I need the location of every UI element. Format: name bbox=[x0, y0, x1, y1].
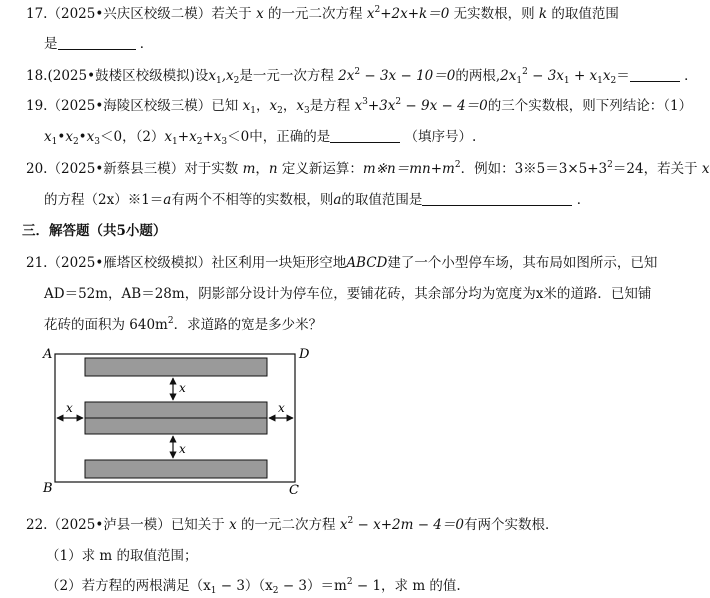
q19-eq-b: +3x bbox=[367, 98, 396, 114]
q21-source: （2025•雁塔区校级模拟） bbox=[47, 255, 212, 271]
q18-expr-b: − 3x bbox=[527, 68, 564, 84]
q19-l2-g: +x bbox=[202, 129, 222, 145]
q20-number: 20. bbox=[26, 161, 48, 177]
q21-abcd: ABCD bbox=[346, 255, 388, 271]
q17-number: 17. bbox=[26, 6, 48, 22]
q20-text-d: ＝24，若关于 bbox=[612, 161, 698, 177]
label-x-top: x bbox=[179, 381, 186, 395]
q17-text-d: 的取值范围 bbox=[551, 6, 619, 22]
q20-text-c: ．例如：3※5＝3×5+3 bbox=[460, 161, 608, 177]
q22-sub2-s2: 2 bbox=[272, 586, 279, 596]
q22-var-x: x bbox=[229, 517, 237, 533]
q19-l2-s1: 1 bbox=[51, 137, 58, 147]
q20-l2-b: 有两个不相等的实数根，则 bbox=[171, 192, 334, 208]
q21-line1 bbox=[26, 253, 657, 273]
q18-number: 18. bbox=[26, 68, 48, 84]
q22-text-b: 的一元二次方程 bbox=[241, 517, 336, 533]
q20-l2-var: a bbox=[163, 192, 172, 208]
q19-l2-f: +x bbox=[177, 129, 197, 145]
q18-answer-blank[interactable] bbox=[630, 67, 680, 82]
q19-l2-s2: 2 bbox=[72, 137, 79, 147]
q18-expr-sup1: 2 bbox=[522, 67, 528, 77]
label-B: B bbox=[43, 481, 53, 496]
q21-line2: AD＝52m，AB＝28m，阴影部分设计为停车位，要铺花砖，其余部分均为宽度为x米的道路．已知铺 bbox=[44, 286, 652, 302]
q21-line3 bbox=[44, 315, 322, 335]
q17-line2 bbox=[44, 34, 153, 54]
q19-text-a: 已知 bbox=[211, 98, 239, 114]
q20-line1 bbox=[26, 159, 710, 179]
q19-comma2: ， bbox=[282, 98, 297, 114]
q18-var-x2: ,x bbox=[221, 68, 234, 84]
q19-l2-s6: 3 bbox=[221, 137, 228, 147]
parking-lot-figure bbox=[40, 346, 320, 496]
q20-l2-var2: a bbox=[333, 192, 342, 208]
q19-x3: x bbox=[296, 98, 304, 114]
q19-line2 bbox=[44, 127, 476, 147]
q22-eq-a: x bbox=[339, 517, 348, 533]
q19-l2-b: •x bbox=[57, 129, 73, 145]
q19-sub3: 3 bbox=[303, 106, 310, 116]
q19-comma1: ， bbox=[255, 98, 270, 114]
q22-sub2 bbox=[46, 576, 461, 596]
q22-sub2-b: − 3）（x bbox=[216, 578, 273, 594]
q18-end: ． bbox=[684, 68, 698, 84]
q20-l2-c: 的取值范围是 bbox=[341, 192, 423, 208]
section-title: 三．解答题（共5小题） bbox=[22, 223, 167, 239]
q22-text-a: 已知关于 bbox=[170, 517, 225, 533]
q20-ex-sup: 2 bbox=[607, 160, 613, 170]
q18-expr-a: 2x bbox=[500, 68, 517, 84]
q20-comma: ， bbox=[255, 161, 269, 177]
parking-strip-top bbox=[85, 358, 267, 376]
q18-source: (2025•鼓楼区校级模拟) bbox=[47, 68, 195, 84]
q19-l2-s4: 1 bbox=[172, 137, 178, 147]
q19-eq-sup2: 2 bbox=[395, 97, 402, 107]
q19-number: 19. bbox=[26, 98, 48, 114]
q19-l2-h: ＜0中，正确的是 bbox=[227, 129, 331, 145]
q22-text-c: 有两个实数根． bbox=[463, 517, 559, 533]
q20-l2-a: 的方程（2x）※1＝ bbox=[44, 192, 164, 208]
q20-n: n bbox=[268, 161, 278, 177]
label-x-left: x bbox=[66, 401, 73, 415]
q21-l3-sup: 2 bbox=[167, 316, 174, 326]
q19-eq-c: − 9x − 4＝0 bbox=[401, 98, 488, 114]
q18-expr-e: ＝ bbox=[616, 68, 630, 84]
q18-expr-sub1: 1 bbox=[516, 76, 523, 86]
q19-l2-s5: 2 bbox=[196, 137, 203, 147]
q21-number: 21. bbox=[26, 255, 48, 271]
q20-line2 bbox=[44, 190, 590, 210]
q20-m: m bbox=[242, 161, 256, 177]
q17-text-a: 若关于 bbox=[211, 6, 252, 22]
q22-eq-b: − x+2m − 4＝0 bbox=[353, 517, 464, 533]
q20-text-a: 对于实数 bbox=[184, 161, 239, 177]
q21-text-b: 建了一个小型停车场，其布局如图所示，已知 bbox=[387, 255, 658, 271]
label-x-right: x bbox=[278, 401, 285, 415]
q19-l2-d: ＜0，（2） bbox=[99, 129, 165, 145]
parking-strip-bottom bbox=[85, 460, 267, 478]
q19-eq-sup1: 3 bbox=[362, 97, 368, 107]
q22-source: （2025•泸县一模） bbox=[47, 517, 171, 533]
q18-expr-sub4: 2 bbox=[610, 76, 617, 86]
q18-eq-b: − 3x − 10＝0 bbox=[360, 68, 456, 84]
label-C: C bbox=[289, 483, 299, 498]
q22-sub2-a: （2）若方程的两根满足（x bbox=[46, 578, 211, 594]
q17-text-c: 无实数根，则 bbox=[453, 6, 535, 22]
q18-expr-sub2: 1 bbox=[563, 76, 570, 86]
q18-expr-sub3: 1 bbox=[597, 76, 603, 86]
q18-expr-c: + x bbox=[569, 68, 598, 84]
q21-l3-b: ．求道路的宽是多少米？ bbox=[173, 317, 323, 333]
q20-source: （2025•新蔡县三模） bbox=[47, 161, 185, 177]
q22-number: 22. bbox=[26, 517, 48, 533]
q22-sub2-s1: 1 bbox=[210, 586, 217, 596]
q18-sub2: 2 bbox=[233, 76, 240, 86]
q22-eq-sup: 2 bbox=[347, 516, 354, 526]
q18-line bbox=[26, 66, 698, 86]
q19-l2-a: x bbox=[44, 129, 52, 145]
q17-line2-end: ． bbox=[139, 36, 154, 52]
q20-def-sup: 2 bbox=[454, 160, 461, 170]
q22-sub1: （1）求 m 的取值范围； bbox=[46, 548, 198, 564]
q19-x2: x bbox=[269, 98, 278, 114]
q22-sub2-sup: 2 bbox=[346, 577, 353, 587]
q19-sub2: 2 bbox=[277, 106, 283, 116]
q18-expr-d: x bbox=[602, 68, 611, 84]
q18-text-b: 是一元一次方程 bbox=[239, 68, 334, 84]
q18-var-x1: x bbox=[208, 68, 216, 84]
q17-line2-a: 是 bbox=[44, 36, 58, 52]
q17-var-k: k bbox=[538, 6, 548, 22]
q19-x1: x bbox=[242, 98, 251, 114]
q18-text-c: 的两根, bbox=[455, 68, 501, 84]
q17-line1 bbox=[26, 4, 619, 24]
q19-l2-s3: 3 bbox=[94, 137, 100, 147]
q19-answer-blank[interactable] bbox=[330, 128, 400, 143]
q19-l2-e: x bbox=[164, 129, 173, 145]
q19-source: （2025•海陵区校级三模） bbox=[47, 98, 212, 114]
q17-eq-b: +2x+k＝0 bbox=[380, 6, 450, 22]
q17-source: （2025•兴庆区校级二模） bbox=[47, 6, 212, 22]
q19-text-b: 是方程 bbox=[309, 98, 351, 114]
parking-lot-diagram bbox=[40, 346, 320, 496]
q22-sub2-c: − 3）＝m bbox=[278, 578, 347, 594]
q19-l2-end: （填序号）. bbox=[404, 129, 477, 145]
q17-text-b: 的一元二次方程 bbox=[268, 6, 363, 22]
q17-answer-blank[interactable] bbox=[58, 35, 136, 50]
label-x-bottom: x bbox=[179, 442, 186, 456]
q19-text-c: 的三个实数根，则下列结论：（1） bbox=[487, 98, 693, 114]
q18-text-a: 设 bbox=[194, 68, 209, 84]
q17-var-x: x bbox=[256, 6, 264, 22]
q21-text-a: 社区利用一块矩形空地 bbox=[211, 255, 347, 271]
q18-eq: 2x bbox=[338, 68, 355, 84]
q19-eq-a: x bbox=[354, 98, 363, 114]
q20-l2-end: ． bbox=[576, 192, 591, 208]
q19-l2-c: •x bbox=[78, 129, 95, 145]
q22-sub2-d: − 1，求 m 的值. bbox=[352, 578, 461, 594]
q20-text-b: 定义新运算： bbox=[281, 161, 363, 177]
q18-sub1: 1 bbox=[215, 76, 222, 86]
q20-def-a: m※n＝mn+m bbox=[362, 161, 455, 177]
q17-eq-a: x bbox=[366, 6, 375, 22]
label-D: D bbox=[299, 347, 310, 362]
q21-l3-a: 花砖的面积为 640m bbox=[44, 317, 168, 333]
label-A: A bbox=[43, 347, 53, 362]
q19-line1 bbox=[26, 96, 692, 116]
q22-line1 bbox=[26, 515, 558, 535]
q19-sub1: 1 bbox=[250, 106, 256, 116]
q20-var-x: x bbox=[701, 161, 710, 177]
q17-eq-sup: 2 bbox=[374, 5, 381, 15]
q20-answer-blank[interactable] bbox=[422, 191, 572, 206]
q18-eq-sup: 2 bbox=[354, 67, 361, 77]
